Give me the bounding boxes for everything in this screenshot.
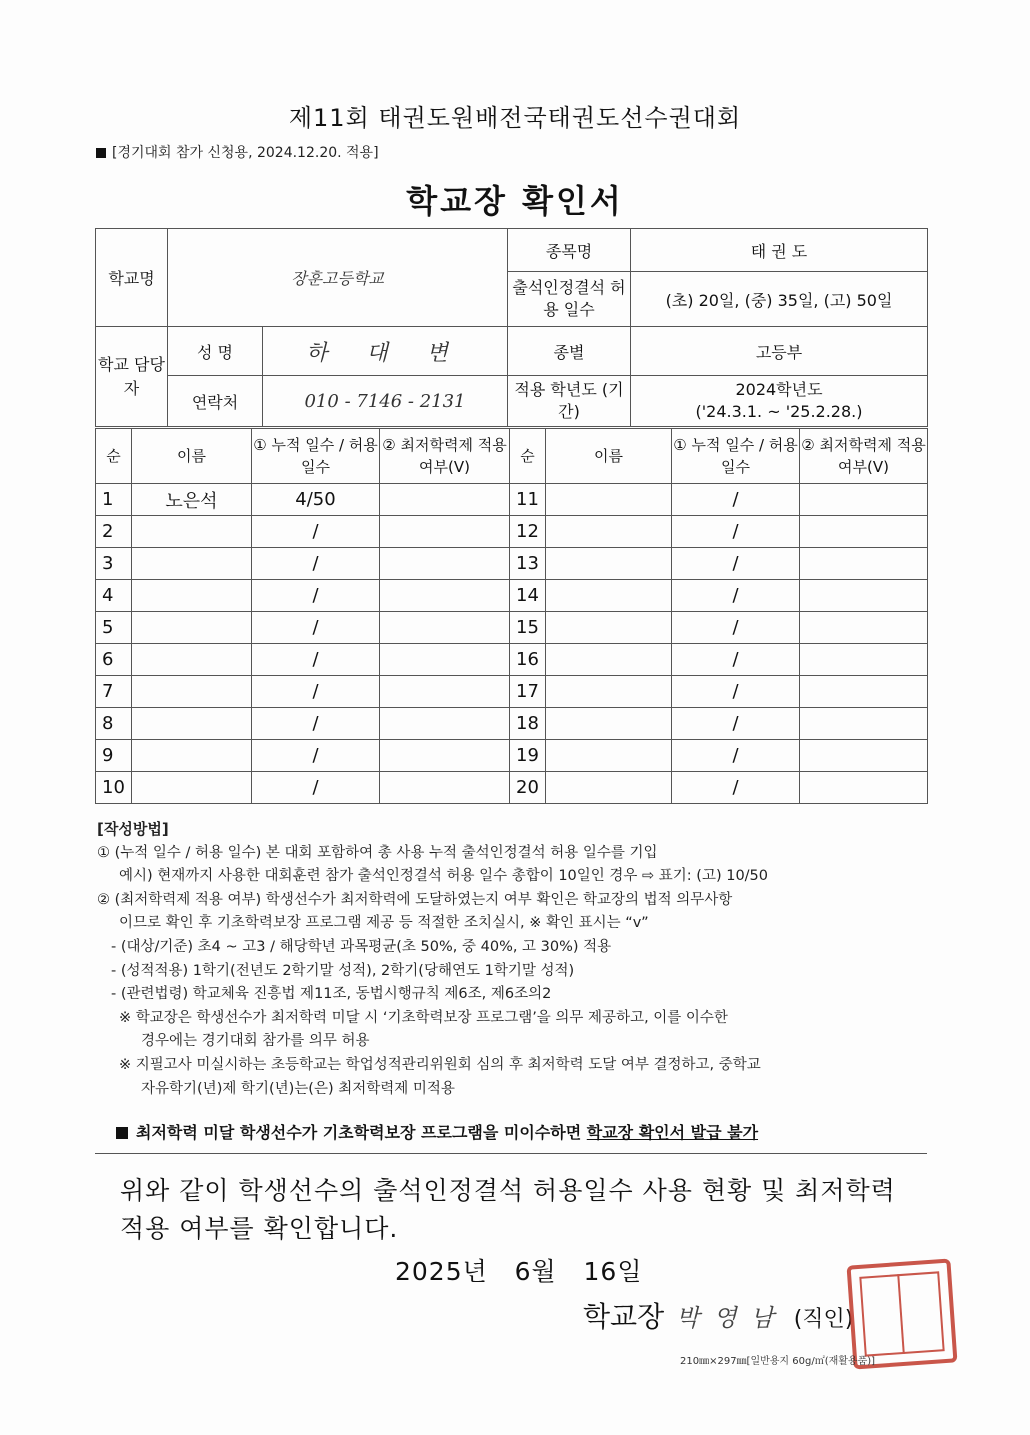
row-number: 12: [510, 516, 546, 548]
warning-note: [116, 1120, 758, 1143]
school-value: 장훈고등학교: [168, 229, 508, 327]
col-min-header: ② 최저학력제 적용 여부(V): [800, 429, 928, 484]
row-name: [132, 772, 252, 804]
row-days: /: [672, 708, 800, 740]
table-row: [96, 612, 928, 644]
paper-spec: 210㎜×297㎜[일반용지 60g/㎡(재활용품)]: [680, 1356, 876, 1367]
instruction-line: ① (누적 일수 / 허용 일수) 본 대회 포함하여 총 사용 누적 출석인정결석 허용 일수를 기입: [97, 844, 658, 861]
row-number: 5: [96, 612, 132, 644]
row-min-check: [380, 516, 510, 548]
table-row: [96, 772, 928, 804]
confirmation-statement: 위와 같이 학생선수의 출석인정결석 허용일수 사용 현황 및 최저학력 적용 여부를 확인합니다.: [120, 1176, 896, 1243]
row-days: /: [252, 676, 380, 708]
principal-label: 학교장: [583, 1300, 665, 1333]
row-days: /: [252, 644, 380, 676]
instruction-line: ② (최저학력제 적용 여부) 학생선수가 최저학력에 도달하였는지 여부 확인은 학교장의 법적 의무사항: [97, 891, 733, 908]
row-min-check: [800, 772, 928, 804]
row-days: /: [252, 708, 380, 740]
square-bullet-icon: [96, 148, 106, 158]
row-number: 7: [96, 676, 132, 708]
year-period: ('24.3.1. ~ '25.2.28.): [695, 402, 863, 421]
row-days: /: [252, 612, 380, 644]
row-number: 14: [510, 580, 546, 612]
row-name: [546, 580, 672, 612]
row-number: 13: [510, 548, 546, 580]
division-value: 고등부: [631, 327, 928, 376]
year-value: 2024학년도: [735, 380, 823, 399]
sport-value: 태 권 도: [631, 229, 928, 272]
row-name: [546, 548, 672, 580]
row-min-check: [800, 740, 928, 772]
table-row: [96, 740, 928, 772]
row-days: /: [252, 580, 380, 612]
row-number: 8: [96, 708, 132, 740]
row-min-check: [380, 740, 510, 772]
year-cell: [631, 376, 928, 427]
year-label: 적용 학년도 (기간): [508, 376, 631, 427]
col-name-header: 이름: [132, 429, 252, 484]
row-number: 6: [96, 644, 132, 676]
table-row: [96, 644, 928, 676]
row-min-check: [800, 644, 928, 676]
row-number: 15: [510, 612, 546, 644]
row-name: [132, 740, 252, 772]
table-row: [96, 516, 928, 548]
row-min-check: [380, 580, 510, 612]
instruction-line: ※ 학교장은 학생선수가 최저학력 미달 시 ‘기초학력보장 프로그램’을 의무 제공하고, 이를 이수한: [119, 1009, 728, 1026]
name-label: 성 명: [168, 327, 263, 376]
row-name: [546, 676, 672, 708]
row-name: 노은석: [132, 484, 252, 516]
row-name: [546, 772, 672, 804]
col-days-header: ① 누적 일수 / 허용 일수: [672, 429, 800, 484]
instruction-line: 자유학기(년)제 학기(년)는(은) 최저학력제 미적용: [141, 1080, 455, 1097]
row-days: 4/50: [252, 484, 380, 516]
row-min-check: [800, 548, 928, 580]
allowance-value: (초) 20일, (중) 35일, (고) 50일: [631, 272, 928, 327]
instruction-line: 경우에는 경기대회 참가를 의무 허용: [141, 1033, 370, 1050]
row-number: 17: [510, 676, 546, 708]
row-name: [546, 484, 672, 516]
row-number: 11: [510, 484, 546, 516]
row-days: /: [252, 548, 380, 580]
roster-header-row: [96, 429, 928, 484]
row-min-check: [800, 708, 928, 740]
instructions-heading: [작성방법]: [97, 820, 169, 838]
row-name: [132, 548, 252, 580]
staff-name-value: 하 대 변: [263, 327, 508, 376]
principal-signature: 박영남: [676, 1304, 788, 1332]
info-table: [95, 228, 928, 427]
row-days: /: [672, 612, 800, 644]
principal-signature-line: [583, 1295, 853, 1335]
row-number: 3: [96, 548, 132, 580]
table-row: [96, 708, 928, 740]
row-min-check: [800, 484, 928, 516]
school-label: 학교명: [96, 229, 168, 327]
document-title: 학교장 확인서: [406, 182, 624, 220]
row-min-check: [380, 708, 510, 740]
row-name: [132, 708, 252, 740]
staff-label: 학교 담당자: [96, 327, 168, 427]
instruction-line: 이므로 확인 후 기초학력보장 프로그램 제공 등 적절한 조치실시, ※ 확인 표시는 “v”: [119, 915, 649, 932]
contact-value: 010 - 7146 - 2131: [263, 376, 508, 427]
row-name: [546, 612, 672, 644]
row-min-check: [800, 516, 928, 548]
row-name: [546, 644, 672, 676]
row-days: /: [672, 548, 800, 580]
row-min-check: [380, 644, 510, 676]
row-days: /: [672, 644, 800, 676]
instructions: [97, 818, 929, 1101]
allowance-label: 출석인정결석 허용 일수: [508, 272, 631, 327]
col-no-header: 순: [96, 429, 132, 484]
contact-label: 연락처: [168, 376, 263, 427]
row-name: [132, 676, 252, 708]
row-name: [546, 708, 672, 740]
row-days: /: [672, 740, 800, 772]
instruction-line: - (대상/기준) 초4 ~ 고3 / 해당학년 과목평균(초 50%, 중 40%, 고 30%) 적용: [111, 938, 612, 955]
row-days: /: [672, 484, 800, 516]
col-name-header: 이름: [546, 429, 672, 484]
roster-table: [95, 428, 928, 804]
form-version-note: [96, 142, 379, 162]
row-number: 18: [510, 708, 546, 740]
row-number: 4: [96, 580, 132, 612]
row-days: /: [672, 516, 800, 548]
row-number: 9: [96, 740, 132, 772]
row-name: [132, 612, 252, 644]
row-min-check: [800, 580, 928, 612]
row-number: 16: [510, 644, 546, 676]
row-number: 1: [96, 484, 132, 516]
instruction-line: ※ 지필고사 미실시하는 초등학교는 학업성적관리위원회 심의 후 최저학력 도달 여부 결정하고, 중학교: [119, 1056, 761, 1073]
row-number: 20: [510, 772, 546, 804]
row-days: /: [672, 580, 800, 612]
row-min-check: [380, 484, 510, 516]
instruction-line: 예시) 현재까지 사용한 대회훈련 참가 출석인정결석 허용 일수 총합이 10일인 경우 ⇨ 표기: (고) 10/50: [119, 868, 769, 885]
form-version-text: [경기대회 참가 신청용, 2024.12.20. 적용]: [112, 145, 379, 161]
instruction-line: - (관련법령) 학교체육 진흥법 제11조, 동법시행규칙 제6조, 제6조의2: [111, 986, 552, 1003]
row-name: [132, 644, 252, 676]
row-number: 2: [96, 516, 132, 548]
row-min-check: [380, 612, 510, 644]
checkbox-bullet-icon: [116, 1127, 128, 1139]
row-number: 10: [96, 772, 132, 804]
col-days-header: ① 누적 일수 / 허용 일수: [252, 429, 380, 484]
row-min-check: [800, 676, 928, 708]
table-row: [96, 580, 928, 612]
row-min-check: [380, 548, 510, 580]
divider: [95, 1153, 927, 1154]
row-min-check: [800, 612, 928, 644]
table-row: [96, 484, 928, 516]
row-min-check: [380, 676, 510, 708]
seal-mark: (직인): [793, 1307, 854, 1332]
row-min-check: [380, 772, 510, 804]
col-no-header: 순: [510, 429, 546, 484]
col-min-header: ② 최저학력제 적용 여부(V): [380, 429, 510, 484]
row-name: [546, 740, 672, 772]
row-days: /: [252, 772, 380, 804]
row-name: [132, 516, 252, 548]
row-days: /: [672, 772, 800, 804]
row-number: 19: [510, 740, 546, 772]
table-row: [96, 548, 928, 580]
table-row: [96, 676, 928, 708]
row-days: /: [672, 676, 800, 708]
division-label: 종별: [508, 327, 631, 376]
issue-date: 2025년 6월 16일: [395, 1257, 643, 1286]
row-days: /: [252, 516, 380, 548]
row-name: [546, 516, 672, 548]
instruction-line: - (성적적용) 1학기(전년도 2학기말 성적), 2학기(당해연도 1학기말 성적): [111, 962, 575, 979]
sport-label: 종목명: [508, 229, 631, 272]
row-name: [132, 580, 252, 612]
warning-emphasis: 학교장 확인서 발급 불가: [586, 1123, 759, 1142]
row-days: /: [252, 740, 380, 772]
warning-text: 최저학력 미달 학생선수가 기초학력보장 프로그램을 미이수하면: [136, 1123, 587, 1142]
event-title: 제11회 태권도원배전국태권도선수권대회: [288, 104, 742, 132]
